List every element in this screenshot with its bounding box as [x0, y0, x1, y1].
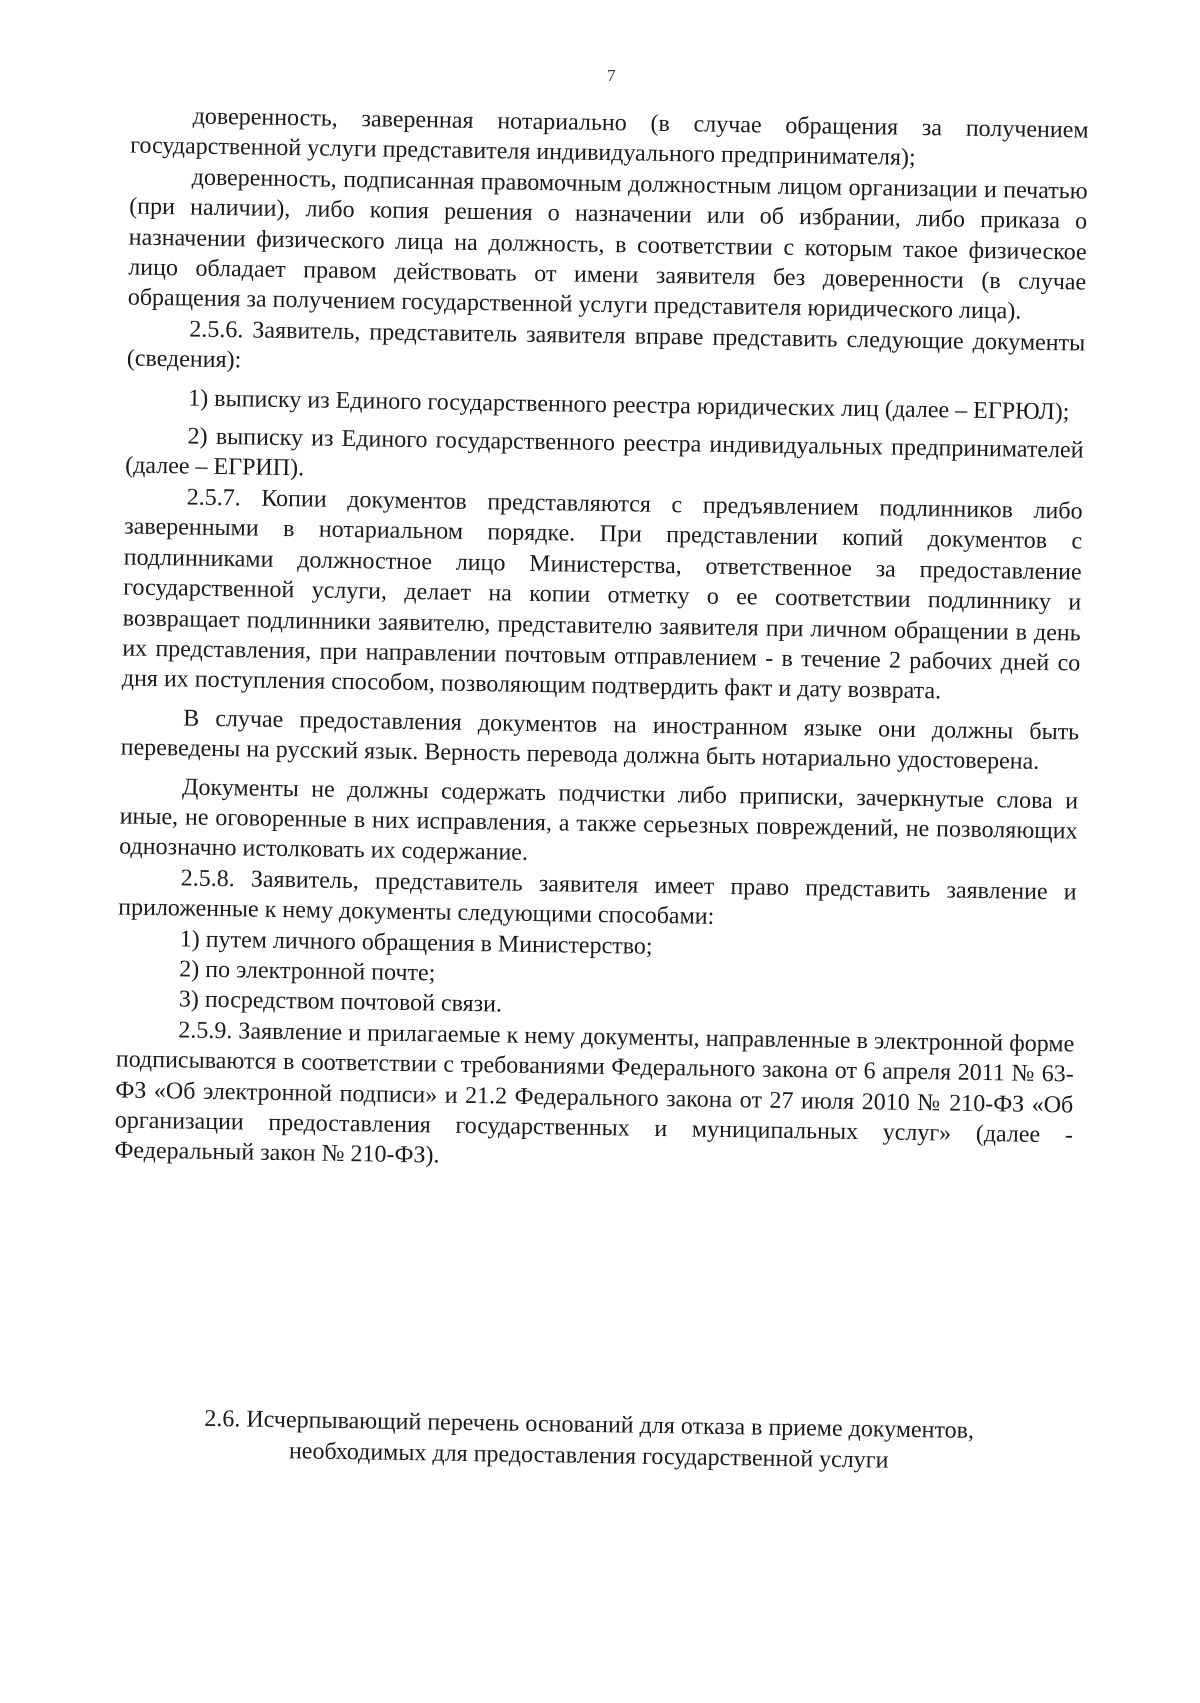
- page-number: 7: [606, 66, 616, 86]
- paragraph-2-5-9: 2.5.9. Заявление и прилагаемые к нему документы, направленные в электронной форме подписываются в соответствии с требованиями Федерального закона от 6 апреля 2011 № 63-ФЗ «Об электронной подписи» и 21.2 Федерального закона от 27 июля 2010 № 210-ФЗ «Об организации предоставления государственных и муниципальных услуг» (далее - Федеральный закон № 210-ФЗ).: [114, 1017, 1075, 1169]
- paragraph-2-5-7: 2.5.7. Копии документов представляются с предъявлением подлинников либо заверенными в нотариальном порядке. При представлении копий документов с подлинниками должностное лицо Министерства, ответственное за предоставление государственной услуги, делает на копии отметку о ее соответствии подлиннику и возвращает подлинники заявителю, представителю заявителя при личном обращении в день их представления, при направлении почтовым отправлением - в течение 2 рабочих дней со дня их поступления способом, позволяющим подтвердить факт и дату возврата.: [121, 484, 1083, 705]
- paragraph-organization-power-of-attorney: доверенность, подписанная правомочным должностным лицом организации и печатью (при наличии), либо копия решения о назначении или об избрании, либо приказа о назначении физического лица на должность, в соответствии с которым такое физическое лицо обладает правом действовать от имени заявителя без доверенности (в случае обращения за получением государственной услуги представителя юридического лица).: [127, 164, 1088, 325]
- paragraph-2-5-6: 2.5.6. Заявитель, представитель заявителя вправе представить следующие документы (сведения):: [126, 316, 1086, 374]
- document-body: [114, 101, 1089, 1182]
- list-item-email: 2) по электронной почте;: [179, 956, 436, 987]
- paragraph-2-5-8: 2.5.8. Заявитель, представитель заявителя имеет право представить заявление и приложенные к нему документы следующими способами:: [118, 865, 1077, 930]
- list-item-egrul: 1) выписку из Единого государственного реестра юридических лиц (далее – ЕГРЮЛ);: [188, 385, 1070, 425]
- list-item-postal: 3) посредством почтовой связи.: [178, 986, 503, 1018]
- paragraph-document-requirements: Документы не должны содержать подчистки либо приписки, зачеркнутые слова и иные, не оговоренные в них исправления, а также серьезных повреждений, не позволяющих однозначно истолковать их содержание.: [119, 773, 1079, 867]
- list-item-personal-visit: 1) путем личного обращения в Министерство;: [179, 925, 653, 960]
- section-heading-line: необходимых для предоставления государственной услуги: [288, 1438, 889, 1474]
- list-item-egrip: 2) выписку из Единого государственного реестра индивидуальных предпринимателей (далее – ЕГРИП).: [124, 423, 1084, 482]
- section-heading-line: 2.6. Исчерпывающий перечень оснований для отказа в приеме документов,: [204, 1405, 975, 1444]
- paragraph-notarial-power-of-attorney: доверенность, заверенная нотариально (в случае обращения за получением государственной услуги представителя индивидуального предпринимателя);: [130, 103, 1089, 172]
- section-heading-2-6: [110, 1402, 1069, 1479]
- paragraph-foreign-language: В случае предоставления документов на иностранном языке они должны быть переведены на русский язык. Верность перевода должна быть нотариально удостоверена.: [120, 705, 1080, 776]
